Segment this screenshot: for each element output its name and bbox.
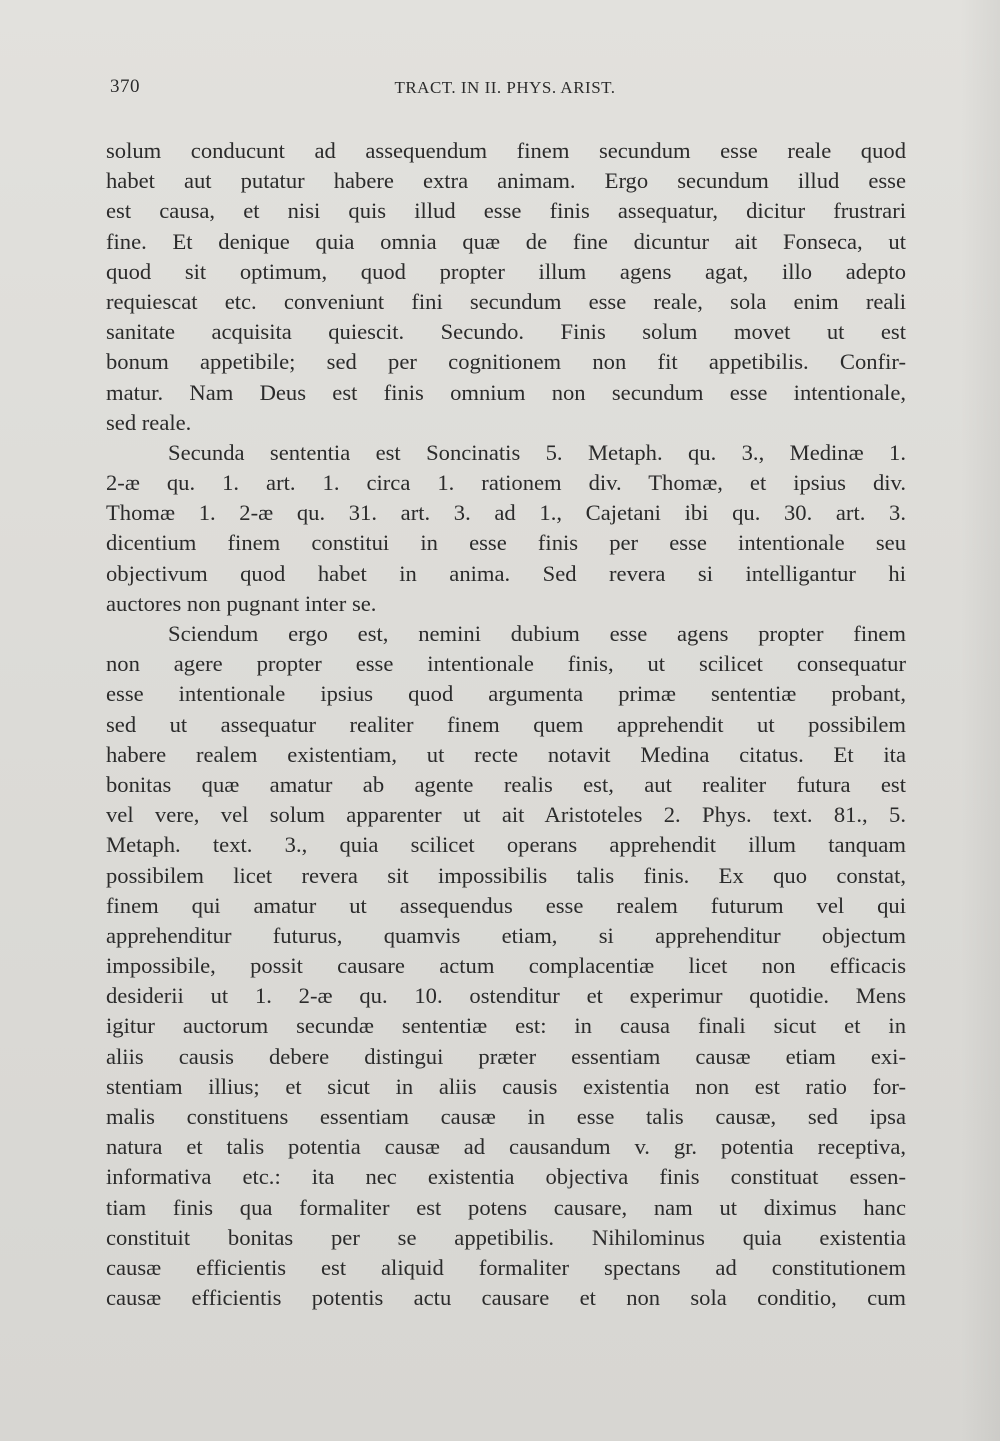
page-number: 370 — [110, 76, 140, 97]
text-line: requiescat etc. conveniunt fini secundum esse reale, sola enim reali — [106, 288, 906, 314]
text-line: causæ efficientis est aliquid formaliter spectans ad constitutionem — [106, 1254, 906, 1280]
text-line: fine. Et denique quia omnia quæ de fine dicuntur ait Fonseca, ut — [106, 228, 906, 254]
text-line: possibilem licet revera sit impossibilis talis finis. Ex quo constat, — [106, 862, 906, 888]
page-header — [110, 76, 900, 106]
text-line: esse intentionale ipsius quod argumenta primæ sententiæ probant, — [106, 681, 906, 707]
text-line: Sciendum ergo est, nemini dubium esse agens propter finem — [168, 621, 906, 646]
text-line: dicentium finem constitui in esse finis per esse intentionale seu — [106, 530, 906, 556]
body-text — [106, 136, 906, 1313]
text-line: desiderii ut 1. 2-æ qu. 10. ostenditur et experimur quotidie. Mens — [106, 983, 906, 1009]
text-line: impossibile, possit causare actum complacentiæ licet non efficacis — [106, 953, 906, 979]
text-line: finem qui amatur ut assequendus esse realem futurum vel qui — [106, 892, 906, 918]
text-line: Secunda sententia est Soncinatis 5. Metaph. qu. 3., Medinæ 1. — [168, 439, 906, 465]
text-line: habere realem existentiam, ut recte notavit Medina citatus. Et ita — [106, 741, 906, 767]
text-line: est causa, et nisi quis illud esse finis assequatur, dicitur frustrari — [106, 198, 906, 224]
text-line: objectivum quod habet in anima. Sed revera si intelligantur hi — [106, 560, 906, 586]
text-line: malis constituens essentiam causæ in esse talis causæ, sed ipsa — [106, 1104, 906, 1129]
text-line: causæ efficientis potentis actu causare et non sola conditio, cum — [106, 1285, 906, 1311]
text-line: sanitate acquisita quiescit. Secundo. Finis solum movet ut est — [106, 319, 906, 345]
text-line: tiam finis qua formaliter est potens causare, nam ut diximus hanc — [106, 1194, 906, 1220]
running-head: TRACT. IN II. PHYS. ARIST. — [394, 78, 616, 97]
text-line: auctores non pugnant inter se. — [106, 590, 377, 616]
text-line: bonum appetibile; sed per cognitionem non fit appetibilis. Confir- — [106, 349, 906, 375]
page-edge-shadow — [960, 0, 1000, 1441]
text-line: sed ut assequatur realiter finem quem apprehendit ut possibilem — [106, 711, 906, 737]
text-line: apprehenditur futurus, quamvis etiam, si apprehenditur objectum — [106, 922, 906, 948]
text-line: bonitas quæ amatur ab agente realis est, aut realiter futura est — [106, 771, 906, 797]
text-line: Thomæ 1. 2-æ qu. 31. art. 3. ad 1., Cajetani ibi qu. 30. art. 3. — [106, 500, 906, 526]
text-line: stentiam illius; et sicut in aliis causis existentia non est ratio for- — [106, 1073, 906, 1099]
text-line: non agere propter esse intentionale finis, ut scilicet consequatur — [106, 651, 906, 677]
text-line: solum conducunt ad assequendum finem secundum esse reale quod — [106, 138, 906, 163]
text-line: aliis causis debere distingui præter essentiam causæ etiam exi- — [106, 1043, 906, 1069]
text-line: vel vere, vel solum apparenter ut ait Aristoteles 2. Phys. text. 81., 5. — [106, 802, 906, 828]
text-line: igitur auctorum secundæ sententiæ est: in causa finali sicut et in — [106, 1013, 906, 1039]
text-line: quod sit optimum, quod propter illum agens agat, illo adepto — [106, 258, 906, 284]
text-line: natura et talis potentia causæ ad causandum v. gr. potentia receptiva, — [106, 1134, 906, 1160]
text-line: informativa etc.: ita nec existentia objectiva finis constituat essen- — [106, 1164, 906, 1190]
text-line: sed reale. — [106, 409, 192, 435]
text-line: habet aut putatur habere extra animam. Ergo secundum illud esse — [106, 168, 906, 194]
text-line: Metaph. text. 3., quia scilicet operans apprehendit illum tanquam — [106, 832, 906, 858]
text-line: constituit bonitas per se appetibilis. Nihilominus quia existentia — [106, 1224, 906, 1250]
text-line: 2-æ qu. 1. art. 1. circa 1. rationem div. Thomæ, et ipsius div. — [106, 470, 906, 496]
text-line: matur. Nam Deus est finis omnium non secundum esse intentionale, — [106, 379, 906, 405]
